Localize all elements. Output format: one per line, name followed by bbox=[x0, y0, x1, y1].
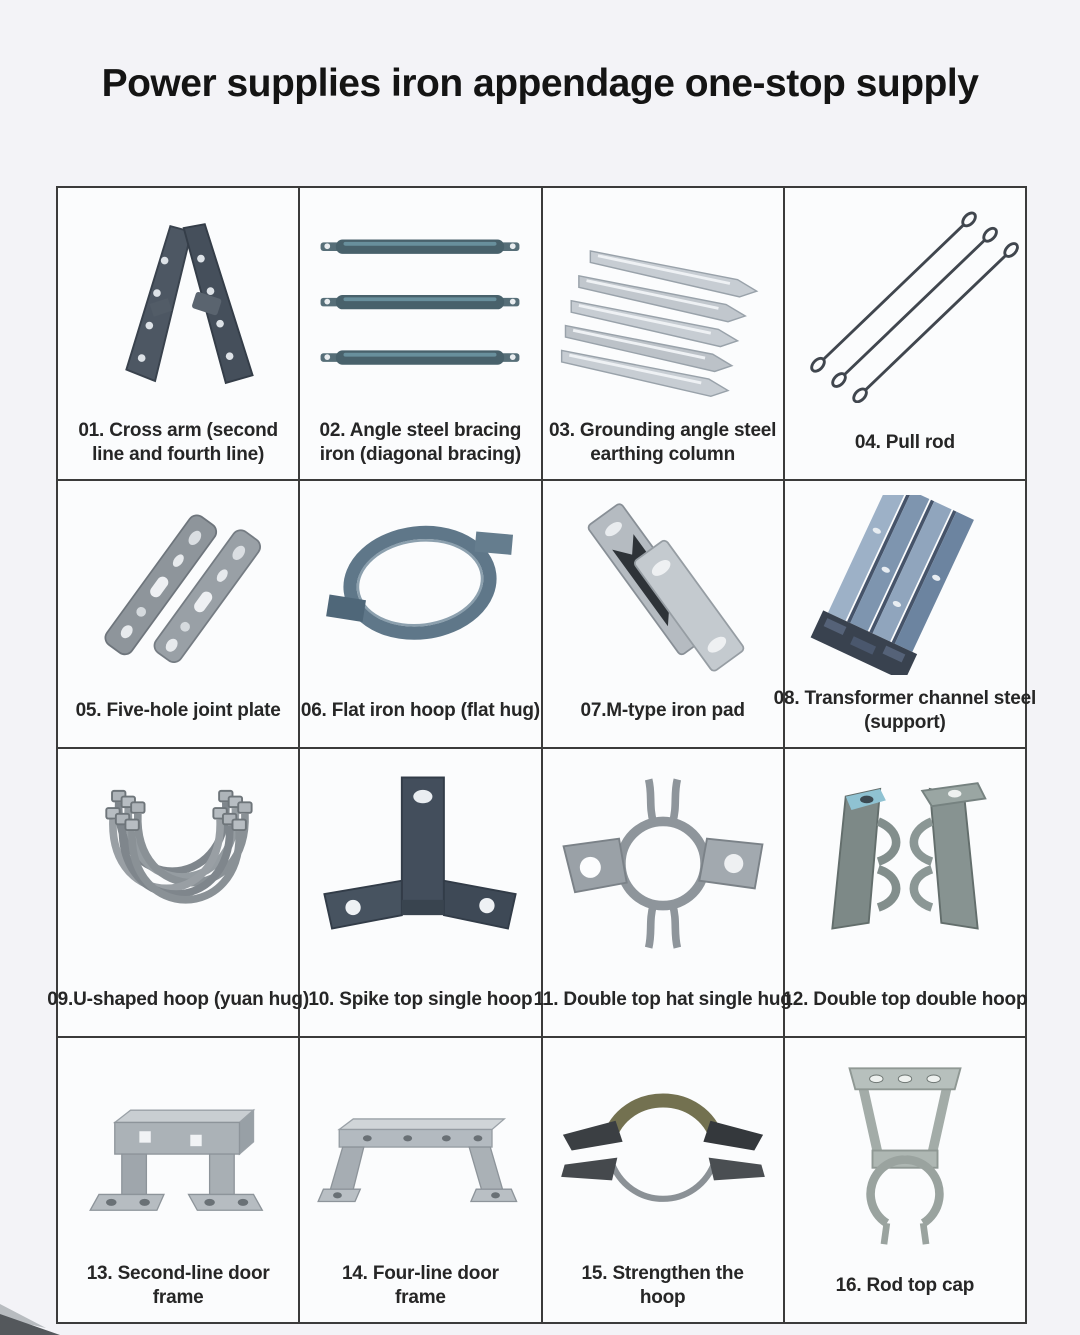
catalog-cell-13 bbox=[58, 1038, 298, 1322]
rod-top-cap-photo bbox=[785, 1038, 1025, 1264]
product-caption-14 bbox=[300, 1260, 540, 1312]
caption-line: iron (diagonal bracing) bbox=[319, 444, 521, 465]
caption-line: 11. Double top hat single hug bbox=[533, 989, 792, 1010]
double-top-hat-single-hug-photo bbox=[543, 749, 783, 978]
product-caption-04 bbox=[785, 417, 1025, 469]
catalog-cell-02 bbox=[300, 188, 540, 479]
caption-line: frame bbox=[395, 1287, 446, 1308]
cross-arm-photo bbox=[58, 188, 298, 421]
product-caption-02 bbox=[300, 417, 540, 469]
product-caption-15 bbox=[543, 1260, 783, 1312]
page-title: Power supplies iron appendage one-stop supply bbox=[101, 62, 979, 105]
catalog-cell-04 bbox=[785, 188, 1025, 479]
caption-line: 07.M-type iron pad bbox=[580, 700, 745, 721]
caption-line: line and fourth line) bbox=[92, 444, 265, 465]
product-caption-03 bbox=[543, 417, 783, 469]
caption-line: 15. Strengthen the bbox=[581, 1263, 744, 1284]
catalog-cell-14 bbox=[300, 1038, 540, 1322]
flat-iron-hoop-photo bbox=[300, 481, 540, 689]
catalog-cell-06 bbox=[300, 481, 540, 747]
caption-line: 12. Double top double hoop bbox=[782, 989, 1028, 1010]
grounding-angle-steel-photo bbox=[543, 188, 783, 421]
caption-line: 10. Spike top single hoop bbox=[308, 989, 533, 1010]
caption-line: (support) bbox=[864, 712, 946, 733]
five-hole-joint-plate-photo bbox=[58, 481, 298, 689]
caption-line: 09.U-shaped hoop (yuan hug) bbox=[47, 989, 309, 1010]
catalog-grid bbox=[47, 186, 1037, 1324]
caption-line: 01. Cross arm (second bbox=[78, 420, 278, 441]
product-caption-05 bbox=[58, 685, 298, 737]
catalog-cell-11 bbox=[533, 749, 792, 1036]
product-caption-16 bbox=[785, 1260, 1025, 1312]
double-top-double-hoop-photo bbox=[785, 749, 1025, 978]
product-caption-09 bbox=[47, 974, 309, 1026]
caption-line: 06. Flat iron hoop (flat hug) bbox=[300, 700, 540, 721]
four-line-door-frame-photo bbox=[300, 1038, 540, 1264]
spike-top-single-hoop-photo bbox=[300, 749, 540, 978]
catalog-cell-01 bbox=[58, 188, 298, 479]
caption-line: frame bbox=[152, 1287, 204, 1308]
caption-line: 14. Four-line door bbox=[341, 1263, 499, 1284]
catalog-cell-03 bbox=[543, 188, 783, 479]
catalog-cell-07 bbox=[543, 481, 783, 747]
caption-line: 08. Transformer channel steel bbox=[773, 688, 1037, 709]
product-caption-08 bbox=[773, 685, 1037, 737]
catalog-cell-08 bbox=[773, 481, 1037, 747]
catalog-cell-09 bbox=[47, 749, 309, 1036]
caption-line: 03. Grounding angle steel bbox=[548, 420, 777, 441]
catalog-cell-05 bbox=[58, 481, 298, 747]
catalog-cell-12 bbox=[782, 749, 1028, 1036]
angle-steel-bracing-photo bbox=[300, 188, 540, 421]
caption-line: earthing column bbox=[590, 444, 736, 465]
caption-line: 16. Rod top cap bbox=[835, 1275, 975, 1296]
caption-line: 02. Angle steel bracing bbox=[319, 420, 522, 441]
m-type-iron-pad-photo bbox=[543, 481, 783, 689]
product-caption-10 bbox=[300, 974, 540, 1026]
product-caption-06 bbox=[300, 685, 540, 737]
u-shaped-hoop-photo bbox=[58, 749, 298, 978]
second-line-door-frame-photo bbox=[58, 1038, 298, 1264]
caption-line: hoop bbox=[639, 1287, 686, 1308]
product-caption-07 bbox=[543, 685, 783, 737]
caption-line: 13. Second-line door bbox=[86, 1263, 270, 1284]
product-caption-01 bbox=[58, 417, 298, 469]
product-caption-12 bbox=[782, 974, 1028, 1026]
product-caption-13 bbox=[58, 1260, 298, 1312]
catalog-cell-16 bbox=[785, 1038, 1025, 1322]
catalog-cell-10 bbox=[300, 749, 540, 1036]
transformer-channel-steel-photo bbox=[785, 481, 1025, 689]
caption-line: 04. Pull rod bbox=[854, 432, 955, 453]
caption-line: 05. Five-hole joint plate bbox=[75, 700, 281, 721]
pull-rod-photo bbox=[785, 188, 1025, 421]
strengthen-the-hoop-photo bbox=[543, 1038, 783, 1264]
catalog-cell-15 bbox=[543, 1038, 783, 1322]
product-caption-11 bbox=[533, 974, 792, 1026]
